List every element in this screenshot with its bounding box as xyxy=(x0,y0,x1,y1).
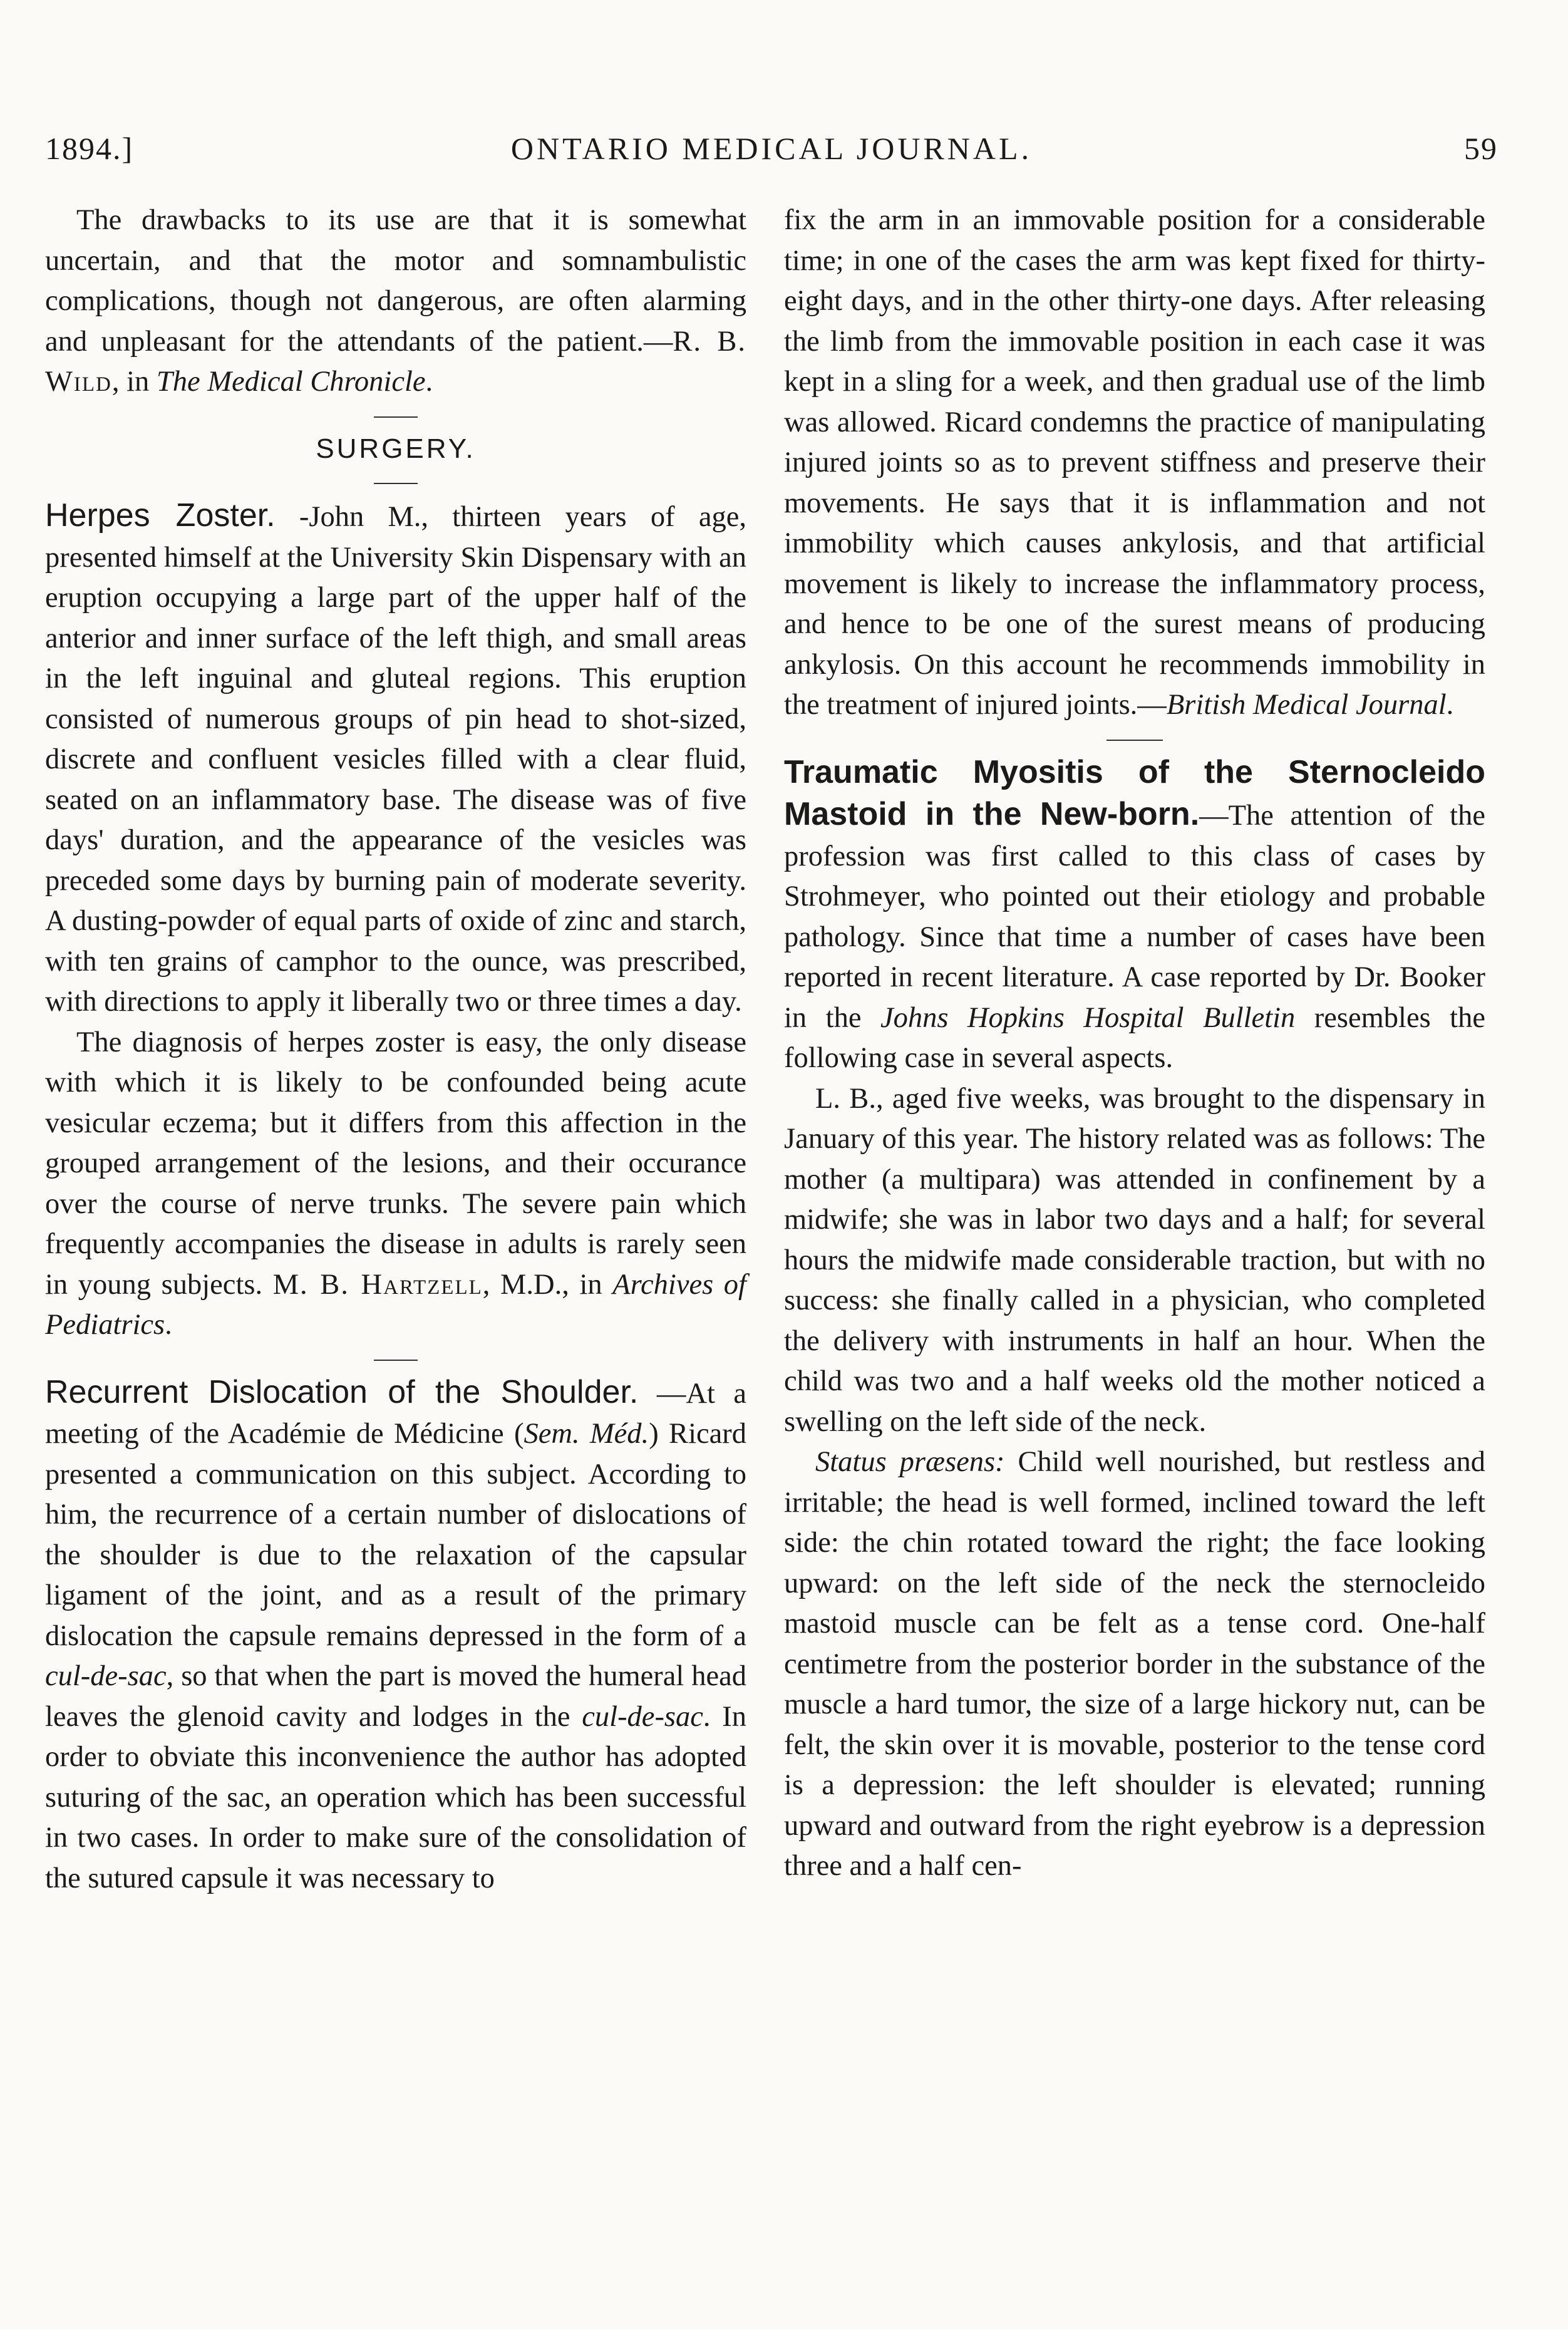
recurrent-heading: Recurrent Dislocation of the Shoulder. xyxy=(45,1373,639,1410)
myositis-heading: Traumatic Myositis of the Sternocleido Mastoid in the New-born. xyxy=(784,753,1485,832)
herpes-source: Archives of Pediatrics xyxy=(45,1268,746,1341)
continued-source: British Medical Journal xyxy=(1166,689,1447,721)
intro-paragraph: The drawbacks to its use are that it is somewhat uncertain, and that the motor and somnambulistic complications, though not dangerous, are often alarming and unpleasant for the attendants of the patient.—R. B. Wild, in The Medical Chronicle. xyxy=(45,204,746,398)
recurrent-paragraph: Recurrent Dislocation of the Shoulder. —At a meeting of the Académie de Médicine (Sem. Méd.) Ricard presented a communication on this subject. According to him, the recurrence of a certain number of dislocations of the shoulder is due to the relaxation of the capsular ligament of the joint, and as a result of the primary dislocation the capsule remains depressed in the form of a cul-de-sac, so that when the part is moved the humeral head leaves the glenoid cavity and lodges in the cul-de-sac. In order to obviate this inconvenience the author has adopted suturing of the sac, an operation which has been successful in two cases. In order to make sure of the consolidation of the sutured capsule it was necessary to xyxy=(45,1373,747,1894)
intro-source: The Medical Chronicle xyxy=(156,366,426,398)
herpes-heading: Herpes Zoster. xyxy=(45,497,276,534)
intro-author: R. B. Wild xyxy=(45,325,746,398)
herpes-author: M. B. Hartzell xyxy=(272,1268,483,1301)
myositis-source: Johns Hopkins Hospital Bulletin xyxy=(880,1001,1296,1034)
herpes-paragraph-2: The diagnosis of herpes zoster is easy, the only disease with which it is likely to be confounded being acute vesicular eczema; but it differs from this affection in the grouped arrangement of the lesions, and their occurance over the course of nerve trunks. The severe pain which frequently accompanies the disease in adults is rarely seen in young subjects. M. B. Hartzell, M.D., in Archives of Pediatrics. xyxy=(45,1026,746,1341)
header-page-number: 59 xyxy=(1464,131,1498,166)
separator xyxy=(374,483,418,484)
recurrent-source: Sem. Méd. xyxy=(524,1418,649,1450)
header-journal-title: ONTARIO MEDICAL JOURNAL. xyxy=(510,131,1033,166)
left-column xyxy=(45,200,746,1899)
myositis-paragraph-2: L. B., aged five weeks, was brought to the dispensary in January of this year. The history related was as follows: The mother (a multipara) was attended in confinement by a midwife; she was in labor two days and a half; for several hours the midwife made considerable traction, but with no success: she finally called in a physician, who completed the delivery with instruments in half an hour. When the child was two and a half weeks old the mother noticed a swelling on the left side of the neck. xyxy=(784,1082,1485,1438)
herpes-paragraph-1: Herpes Zoster. -John M., thirteen years of age, presented himself at the University Skin Dispensary with an eruption occupying a large part of the upper half of the anterior and inner surface of the left thigh, and small areas in the left inguinal and gluteal regions. This eruption consisted of numerous groups of pin head to shot-sized, discrete and confluent vesicles filled with a clear fluid, seated on an inflammatory base. The disease was of five days' duration, and the appearance of the vesicles was preceded some days by burning pain of moderate severity. A dusting-powder of equal parts of oxide of zinc and starch, with ten grains of camphor to the ounce, was prescribed, with directions to apply it liberally two or three times a day. xyxy=(45,497,746,1018)
header-year: 1894.] xyxy=(45,131,134,166)
running-header xyxy=(45,130,1498,180)
separator xyxy=(374,416,418,418)
myositis-paragraph-3: Status præsens: Child well nourished, but restless and irritable; the head is well formed, inclined toward the left side: the chin rotated toward the right; the face looking upward: on the left side of the neck the sternocleido mastoid muscle can be felt as a tense cord. One-half centimetre from the posterior border in the substance of the muscle a hard tumor, the size of a large hickory nut, can be felt, the skin over it is movable, posterior to the tense cord is a depression: the left shoulder is elevated; running upward and outward from the right eyebrow is a depression three and a half cen- xyxy=(784,1446,1485,1882)
myositis-paragraph-1: Traumatic Myositis of the Sternocleido Mastoid in the New-born.—The attention of the profession was first called to this class of cases by Strohmeyer, who pointed out their etiology and probable pathology. Since that time a number of cases have been reported in recent literature. A case reported by Dr. Booker in the Johns Hopkins Hospital Bulletin resembles the following case in several aspects. xyxy=(784,753,1485,1074)
status-label: Status præsens: xyxy=(815,1446,1005,1478)
continued-paragraph: fix the arm in an immovable position for a considerable time; in one of the cases the arm was kept fixed for thirty-eight days, and in the other thirty-one days. After releasing the limb from the immovable position in each case it was kept in a sling for a week, and then gradual use of the limb was allowed. Ricard condemns the practice of manipulating injured joints so as to prevent stiffness and preserve their movements. He says that it is inflammation and not immobility which causes ankylosis, and that artificial movement is likely to increase the inflammatory process, and hence to be one of the surest means of producing ankylosis. On this account he recommends immobility in the treatment of injured joints.—British Medical Journal. xyxy=(784,204,1485,721)
separator xyxy=(374,1360,418,1361)
right-column xyxy=(784,200,1485,1887)
separator xyxy=(1106,740,1163,741)
section-title: SURGERY. xyxy=(316,433,476,464)
